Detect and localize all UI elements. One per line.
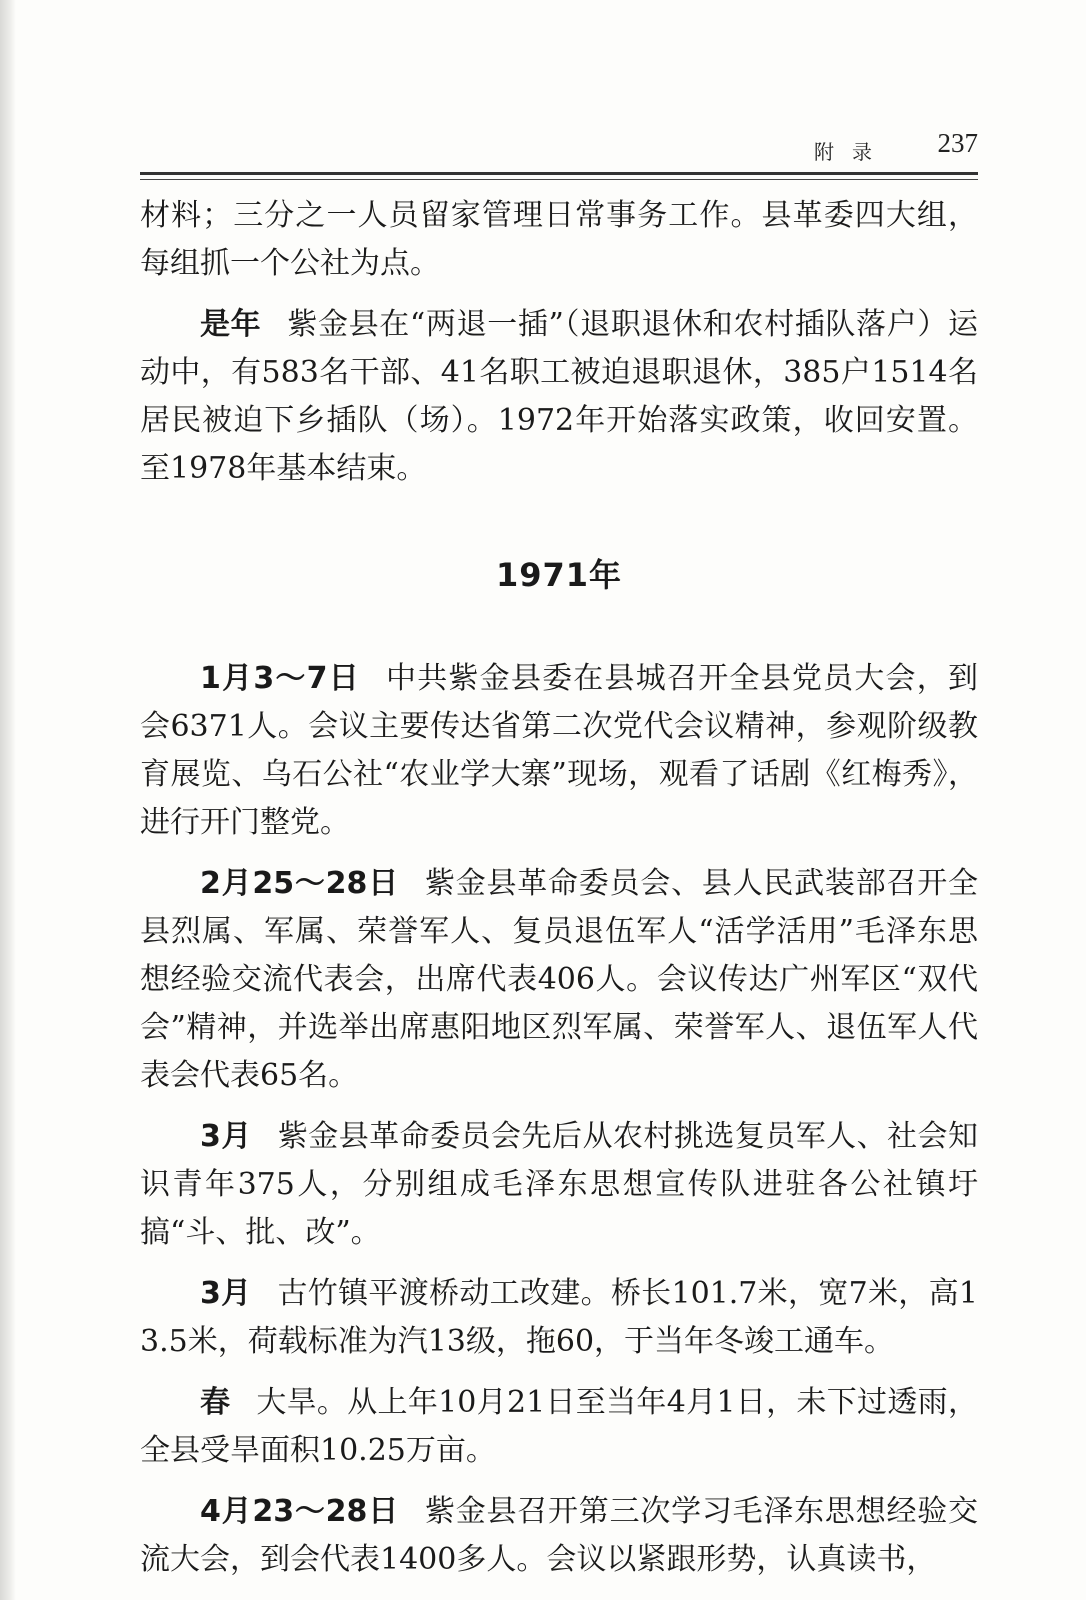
year-heading: 1971年 (495, 556, 623, 594)
entry-date: 3月 (200, 1119, 252, 1154)
entry-text: 紫金县在“两退一插”（退职退休和农村插队落户）运动中，有583名干部、41名职工被迫退职退休，385户1514名居民被迫下乡插队（场）。1972年开始落实政策，收回安置。至1978年基本结束。 (140, 307, 978, 486)
entry-text: 紫金县革命委员会先后从农村挑选复员军人、社会知识青年375人，分别组成毛泽东思想宣传队进驻各公社镇圩搞“斗、批、改”。 (140, 1119, 979, 1250)
continued-paragraph: 材料；三分之一人员留家管理日常事务工作。县革委四大组，每组抓一个公社为点。 (140, 198, 978, 281)
header-rule-thick (140, 172, 978, 175)
entry-paragraph (140, 1270, 978, 1366)
entry-text: 紫金县召开第三次学习毛泽东思想经验交流大会，到会代表1400多人。会议以紧跟形势，认真读书， (140, 1494, 978, 1577)
entry-date: 是年 (200, 307, 262, 342)
entry-paragraph (140, 860, 978, 1100)
running-header (140, 128, 978, 172)
page-number: 237 (937, 128, 978, 158)
entry-date: 3月 (200, 1276, 252, 1311)
entry-text: 大旱。从上年10月21日至当年4月1日，未下过透雨，全县受旱面积10.25万亩。 (140, 1385, 978, 1468)
header-section-title: 附录 (814, 140, 890, 164)
entry-paragraph (140, 301, 978, 493)
page-body (140, 192, 978, 1597)
entry-text: 紫金县革命委员会、县人民武装部召开全县烈属、军属、荣誉军人、复员退伍军人“活学活用”毛泽东思想经验交流代表会，出席代表406人。会议传达广州军区“双代会”精神，并选举出席惠阳地区烈军属、荣誉军人、退伍军人代表会代表65名。 (140, 866, 978, 1093)
entry-date: 春 (200, 1385, 231, 1420)
entry-paragraph (140, 1488, 978, 1584)
entry-paragraph (140, 1113, 978, 1257)
entry-paragraph (140, 655, 978, 847)
header-rule-thin (140, 179, 978, 180)
page-binding-edge (0, 0, 16, 1600)
entry-paragraph (140, 1379, 978, 1475)
entry-text: 古竹镇平渡桥动工改建。桥长101.7米，宽7米，高13.5米，荷载标准为汽13级，拖60，于当年冬竣工通车。 (140, 1276, 979, 1359)
entry-text: 中共紫金县委在县城召开全县党员大会，到会6371人。会议主要传达省第二次党代会议精神，参观阶级教育展览、乌石公社“农业学大寨”现场，观看了话剧《红梅秀》，进行开门整党。 (140, 661, 978, 840)
entry-date: 4月23～28日 (200, 1494, 399, 1529)
entry-date: 2月25～28日 (200, 866, 399, 901)
entry-date: 1月3～7日 (200, 661, 360, 696)
